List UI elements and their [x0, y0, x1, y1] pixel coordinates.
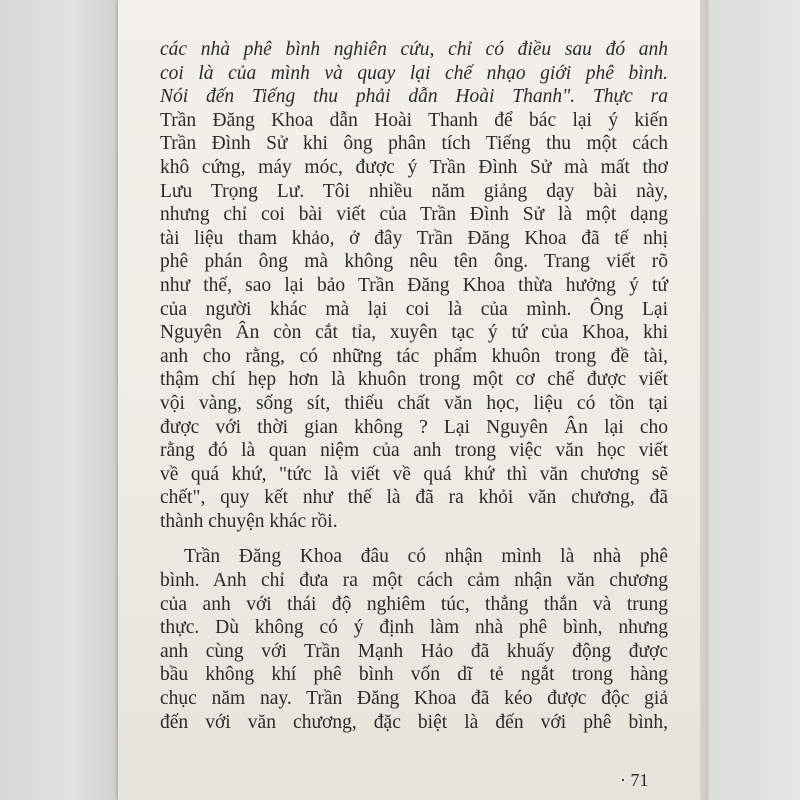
text-line: thực. Dù không có ý định làm nhà phê bình, nhưng [160, 617, 668, 639]
text-line: khô cứng, máy móc, được ý Trần Đình Sử mà mất thơ [160, 156, 668, 178]
text-line: tài liệu tham khảo, ở đây Trần Đăng Khoa đã tế nhị [160, 227, 668, 249]
text-line: của anh với thái độ nghiêm túc, thẳng thắn và trung [160, 593, 668, 615]
text-line: coi là của mình và quay lại chế nhạo giới phê bình. [160, 62, 668, 84]
text-line: anh cùng với Trần Mạnh Hảo đã khuấy động được [160, 640, 668, 662]
text-line: được với thời gian không ? Lại Nguyên Ân lại cho [160, 416, 668, 438]
text-line: Trần Đăng Khoa dẫn Hoài Thanh để bác lại ý kiến [160, 109, 668, 131]
background-left [0, 0, 120, 800]
text-line: anh cho rằng, có những tác phẩm khuôn trong đề tài, [160, 345, 668, 367]
text-line: của người khác mà lại coi là của mình. Ông Lại [160, 298, 668, 320]
text-line: Lưu Trọng Lư. Tôi nhiều năm giảng dạy bài này, [160, 180, 668, 202]
text-line: phê phán ông mà không nêu tên ông. Trang viết rõ [160, 251, 668, 273]
paragraph-1 [160, 38, 668, 533]
text-line: các nhà phê bình nghiên cứu, chỉ có điều sau đó anh [160, 39, 668, 60]
text-line: Trần Đình Sử khi ông phân tích Tiếng thu một cách [160, 133, 668, 155]
text-line: đến với văn chương, đặc biệt là đến với phê bình, [160, 711, 668, 733]
text-line: bình. Anh chỉ đưa ra một cách cảm nhận văn chương [160, 570, 668, 592]
text-line: về quá khứ, "tức là viết về quá khứ thì văn chương sẽ [160, 463, 668, 485]
text-line: Nói đến Tiếng thu phải dẫn Hoài Thanh". Thực ra [160, 86, 668, 108]
text-line: bầu không khí phê bình vốn dĩ tẻ ngắt trong hàng [160, 664, 668, 686]
page-edge [700, 0, 708, 800]
paragraph-2 [160, 545, 668, 734]
text-line: nhưng chỉ coi bài viết của Trần Đình Sử là một dạng [160, 204, 668, 226]
text-line: Trần Đăng Khoa đâu có nhận mình là nhà phê [184, 546, 668, 568]
text-line: Nguyên Ân còn cắt tỉa, xuyên tạc ý tứ của Khoa, khi [160, 322, 668, 344]
text-line: chết", quy kết như thế là đã ra khỏi văn chương, đã [160, 487, 668, 509]
page-text [160, 38, 668, 734]
page-number: · 71 [620, 770, 649, 790]
text-line: thành chuyện khác rồi. [160, 510, 338, 532]
text-line: thậm chí hẹp hơn là khuôn trong một cơ chế được viết [160, 369, 668, 391]
text-line: vội vàng, sống sít, thiếu chất văn học, liệu có tồn tại [160, 392, 668, 414]
text-line: chục năm nay. Trần Đăng Khoa đã kéo được độc giả [160, 688, 668, 710]
text-line: như thế, sao lại bảo Trần Đăng Khoa thừa hưởng ý tứ [160, 274, 668, 296]
text-line: rằng đó là quan niệm của anh trong việc văn học viết [160, 440, 668, 462]
